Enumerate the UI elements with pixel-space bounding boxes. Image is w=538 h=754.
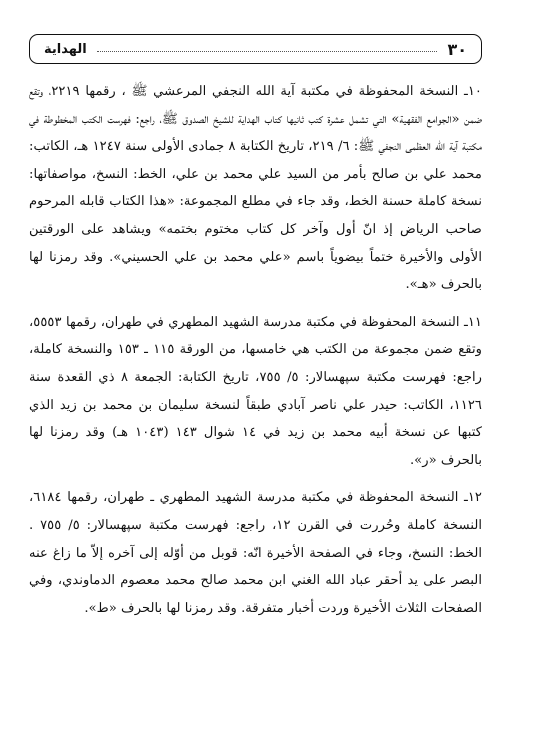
- running-header: [29, 34, 482, 64]
- paragraph-manuscript-11: ١١ـ النسخة المحفوظة في مكتبة مدرسة الشهيد المطهري في طهران، رقمها ٥٥٥٣، وتقع ضمن مجموعة من الكتب هي خامسها، من الورقة ١١٥ ـ ١٥٣ والنسخة كاملة، راجع: فهرست مكتبة سپهسالار: ٥/ ٧٥٥، تاريخ الكتابة: الجمعة ٨ ذي القعدة سنة ١١٢٦، الكاتب: حيدر علي ناصر آبادي طبقاً لنسخة سليمان بن محمد بن زيد الذي كتبها عن نسخة أبيه محمد بن زيد في ١٤ شوال ١٤٣ (١٠٤٣ هـ) وقد رمزنا لها بالحرف «ر».: [29, 314, 483, 468]
- page-number: ٣٠: [447, 39, 467, 59]
- paragraph-manuscript-12: ١٢ـ النسخة المحفوظة في مكتبة مدرسة الشهيد المطهري ـ طهران، رقمها ٦١٨٤، النسخة كاملة وحُررت في القرن ١٢، راجع: فهرست مكتبة سپهسالار: ٥/ ٧٥٥ . الخط: النسخ، وجاء في الصفحة الأخيرة انّه: قوبل من أوّله إلى آخره إلاّ ما زاغ عنه البصر على يد أحقر عباد الله الغني ابن محمد صالح محمد معصوم الدماوندي، وفي الصفحات الثلاث الأخيرة وردت أخبار متفرقة. وقد رمزنا لها بالحرف «ط».: [29, 490, 482, 616]
- book-title: الهداية: [44, 41, 87, 57]
- body-text: [29, 70, 482, 622]
- paragraph-manuscript-10: ١٠ـ النسخة المحفوظة في مكتبة آية الله النجفي المرعشي ﷺ ، رقمها ٢٢١٩، وتقع ضمن «الجوامع الفقهية» التي تشمل عشرة كتب ثانيها كتاب الهداية للشيخ الصدوق ﷺ، راجع: فهرست الكتب المخطوطة في مكتبة آية الله العظمى النجفي ﷺ: ٦/ ٢١٩، تاريخ الكتابة ٨ جمادى الأولى سنة ١٢٤٧ هـ، الكاتب: محمد علي بن صالح بأمر من السيد علي محمد بن علي، الخط: النسخ، مواصفاتها: نسخة كاملة حسنة الخط، وقد جاء في مطلع المجموعة: «هذا الكتاب قابله المرحوم صاحب الرياض إذ انّ أول وآخر كل كتاب مختوم بختمه» ويشاهد على الورقتين الأولى والأخيرة ختماً بيضوياً باسم «علي محمد بن علي الحسيني». وقد رمزنا لها بالحرف «هـ».: [29, 84, 482, 293]
- header-dotted-rule: [97, 51, 438, 52]
